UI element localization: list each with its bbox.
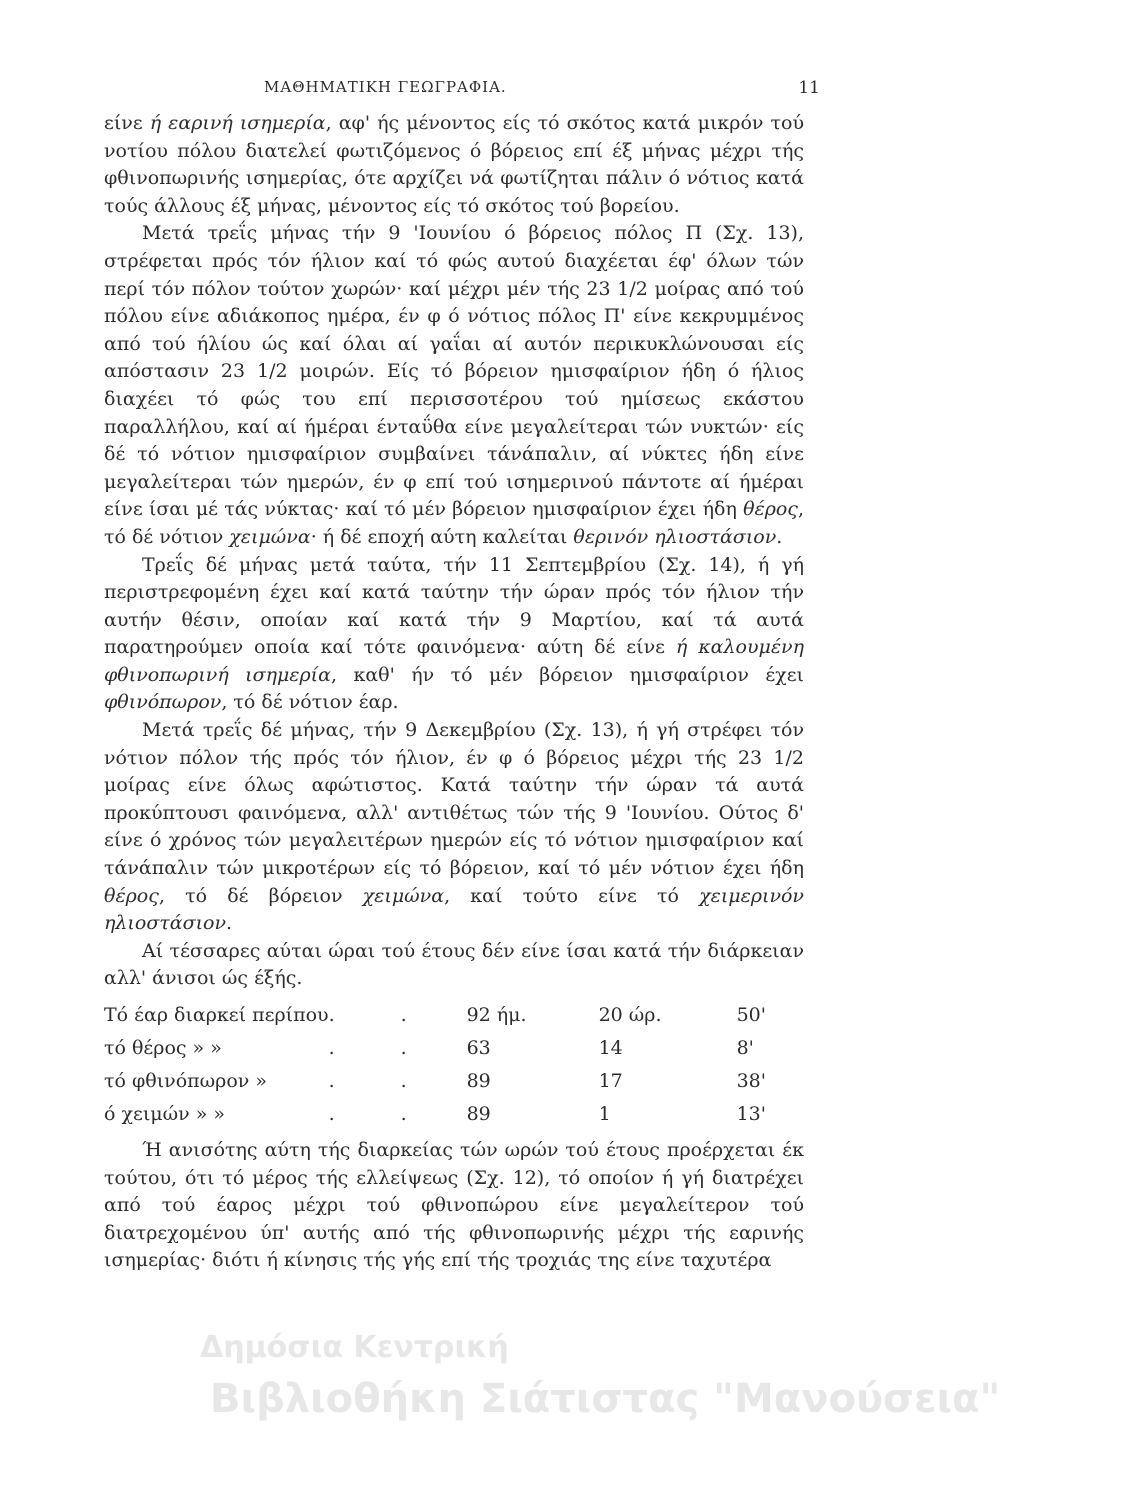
text-run: είνε — [104, 112, 150, 134]
season-minutes-cell: 50' — [736, 1004, 766, 1026]
library-watermark-line1: Δημόσια Κεντρική — [200, 1330, 509, 1365]
running-title: ΜΑΘΗΜΑΤΙΚΗ ΓΕΩΓΡΑΦΙΑ. — [264, 78, 507, 96]
table-row — [104, 1065, 787, 1098]
italic-term: χειμώνα — [362, 884, 445, 907]
text-run: . — [776, 525, 783, 548]
season-hours-cell: 17 — [598, 1070, 623, 1092]
season-q1-cell: . — [328, 1037, 335, 1059]
table-row — [104, 1032, 787, 1065]
text-run: , αφ' ής μένοντος είς τό σκότος κατά μικρόν τού νοτίου πόλου διατελεί φωτιζόμενος ό βόρειος επί έξ μήνας μέχρι τής φθινοπωρινής ισημερίας, ότε αρχίζει νά φωτίζηται πάλιν ό νότιος κατά τούς άλλους έξ μήνας, μένοντος είς τό σκότος τού βορείου. — [104, 112, 804, 217]
text-run: , καί τούτο είνε τό — [444, 884, 700, 907]
body-text — [104, 110, 804, 1275]
table-row — [104, 1098, 787, 1131]
table-row — [104, 999, 787, 1032]
italic-term: χειμερινόν ηλιοστάσιον — [104, 884, 804, 935]
text-run: , τό δέ βόρειον — [158, 884, 363, 907]
paragraph — [104, 552, 804, 718]
season-q1-cell: . — [328, 1004, 335, 1026]
season-hours-cell: 20 ώρ. — [598, 1004, 662, 1026]
paragraph — [104, 1137, 804, 1275]
season-minutes-cell: 38' — [736, 1070, 766, 1092]
paragraph — [104, 938, 804, 993]
paragraphs — [104, 110, 804, 993]
season-q2-cell: . — [400, 1004, 407, 1026]
season-q1-cell: . — [328, 1070, 335, 1092]
italic-term: θέρος — [743, 498, 798, 521]
book-page — [104, 62, 820, 1462]
season-name-cell: Τό έαρ διαρκεί περίπου — [104, 1004, 329, 1026]
season-name-cell: τό θέρος » » — [104, 1037, 222, 1059]
season-hours-cell: 14 — [598, 1037, 623, 1059]
season-minutes-cell: 8' — [736, 1037, 754, 1059]
page-number: 11 — [798, 78, 820, 98]
closing-paragraph-container — [104, 1137, 804, 1275]
season-days-cell: 89 — [466, 1070, 491, 1092]
italic-term: ή καλουμένη φθινοπωρινή ισημερία — [104, 636, 804, 686]
library-watermark-line2: Βιβλιοθήκη Σιάτιστας "Μανούσεια" — [210, 1376, 1001, 1422]
season-hours-cell: 1 — [598, 1103, 611, 1125]
text-run: , τό δέ νότιον — [104, 498, 804, 548]
paragraph — [104, 110, 804, 220]
text-run: Μετά τρεΐς μήνας τήν 9 'Ιουνίου ό βόρειος πόλος Π (Σχ. 13), στρέφεται πρός τόν ήλιον καί τό φώς αυτού διαχέεται έφ' όλων τών περί τόν πόλον τούτον χωρών· καί μέχρι μέν τής 23 1/2 μοίρας από τού πόλου είνε αδιάκοπος ημέρα, έν φ ό νότιος πόλος Π' είνε κεκρυμμένος από τού ήλίου ώς καί όλαι αί γαΐαι αί αυτόν περικυκλώνουσαι είς απόστασιν 23 1/2 μοιρών. Είς τό βόρειον ημισφαίριον ήδη ό ήλιος διαχέει τό φώς του επί περισσοτέρου τού ημίσεως εκάστου παραλλήλου, καί αί ήμέραι ένταΰθα είνε μεγαλείτεραι τών νυκτών· είς δέ τό νότιον ημισφαίριον συμβαίνει τάνάπαλιν, αί νύκτες ήδη είνε μεγαλείτεραι τών ημερών, έν φ επί τού ισημερινού πάντοτε αί ήμέραι είνε ίσαι μέ τάς νύκτας· καί τό μέν βόρειον ημισφαίριον έχει ήδη — [104, 222, 804, 521]
season-name-cell: τό φθινόπωρον » — [104, 1070, 267, 1092]
text-run: Αί τέσσαρες αύται ώραι τού έτους δέν είνε ίσαι κατά τήν διάρκειαν αλλ' άνισοι ώς έξής. — [104, 939, 804, 990]
paragraph — [104, 220, 804, 551]
italic-term: χειμώνα — [229, 525, 311, 548]
text-run: Ή ανισότης αύτη τής διαρκείας τών ωρών τού έτους προέρχεται έκ τούτου, ότι τό μέρος τής ελλείψεως (Σχ. 12), τό οποίον ή γή διατρέχει από τού έαρος μέχρι τού φθινοπώρου είνε μεγαλείτερον τού διατρεχομένου ύπ' αυτής από τής φθινοπωρινής μέχρι τής εαρινής ισημερίας· διότι ή κίνησις τής γής επί τής τροχιάς της είνε ταχυτέρα — [104, 1139, 804, 1272]
season-q2-cell: . — [400, 1103, 407, 1125]
season-days-cell: 63 — [466, 1037, 491, 1059]
season-days-cell: 89 — [466, 1103, 491, 1125]
italic-term: θέρος — [104, 884, 159, 907]
season-days-cell: 92 ήμ. — [466, 1004, 527, 1026]
italic-term: θερινόν ηλιοστάσιον — [573, 525, 777, 548]
text-run: , καθ' ήν τό μέν βόρειον ημισφαίριον έχει — [330, 663, 804, 686]
text-run: Μετά τρεΐς δέ μήνας, τήν 9 Δεκεμβρίου (Σχ. 13), ή γή στρέφει τόν νότιον πόλον τής πρός τόν ήλιον, έν φ ό βόρειος μέχρι τής 23 1/2 μοίρας είνε όλως αφώτιστος. Κατά ταύτην τήν ώραν τά αυτά προκύπτουσι φαινόμενα, αλλ' αντιθέτως τών τής 9 'Ιουνίου. Ούτος δ' είνε ό χρόνος τών μεγαλειτέρων ημερών είς τό νότιον ημισφαίριον καί τάνάπαλιν τών μικροτέρων είς τό βόρειον, καί τό μέν νότιον έχει ήδη — [104, 719, 804, 880]
season-q2-cell: . — [400, 1037, 407, 1059]
season-q1-cell: . — [328, 1103, 335, 1125]
italic-term: φθινόπωρον — [104, 691, 222, 714]
season-name-cell: ό χειμών » » — [104, 1103, 226, 1125]
page-header — [104, 62, 820, 110]
text-run: · ή δέ εποχή αύτη καλείται — [310, 525, 574, 548]
italic-term: ή εαρινή ισημερία — [149, 112, 326, 134]
text-run: Τρεΐς δέ μήνας μετά ταύτα, τήν 11 Σεπτεμβρίου (Σχ. 14), ή γή περιστρεφομένη έχει καί κατά ταύτην τήν ώραν πρός τόν ήλιον τήν αυτήν θέσιν, οποίαν καί κατά τήν 9 Μαρτίου, καί τά αυτά παρατηρούμεν οποία καί τότε φαινόμενα· αύτη δέ είνε — [104, 553, 804, 659]
paragraph — [104, 717, 804, 938]
season-minutes-cell: 13' — [736, 1103, 766, 1125]
season-q2-cell: . — [400, 1070, 407, 1092]
text-run: . — [226, 912, 233, 935]
season-duration-table — [104, 999, 787, 1131]
text-run: , τό δέ νότιον έαρ. — [221, 691, 399, 714]
